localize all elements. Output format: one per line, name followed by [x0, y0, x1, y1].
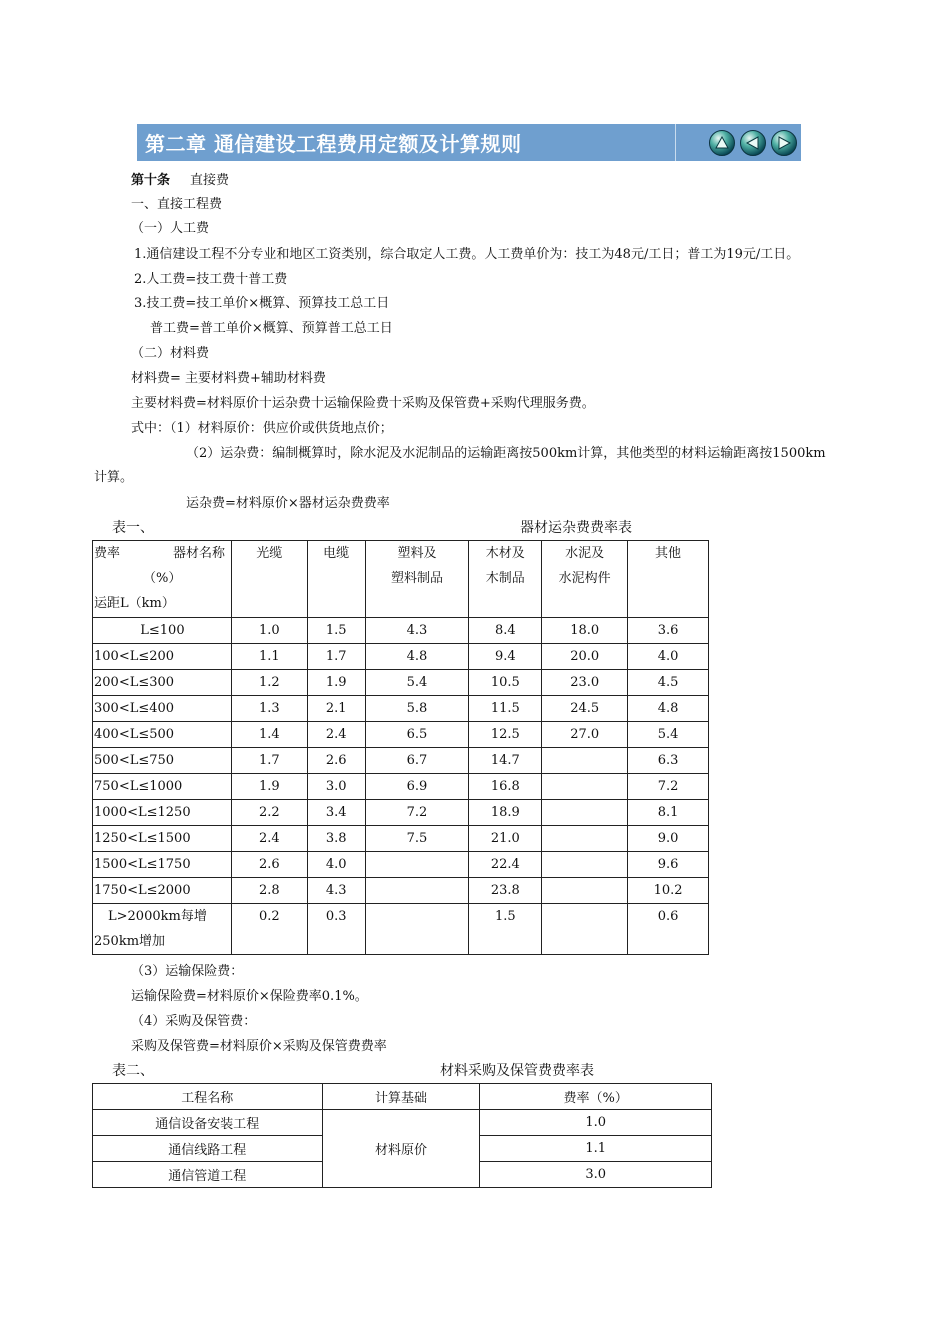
- rate-cell: 1.5: [469, 904, 542, 955]
- corner-distance-label: 运距L（km）: [94, 596, 175, 611]
- labor-para-3: 3.技工费=技工单价×概算、预算技工总工日: [134, 296, 390, 311]
- rate-cell: 5.4: [365, 670, 469, 696]
- rate-cell: 6.9: [365, 774, 469, 800]
- table-header-row: [93, 541, 709, 618]
- procurement-rate-table: [92, 1083, 712, 1188]
- table-row-increment: [93, 904, 709, 955]
- rate-cell: 1.9: [231, 774, 307, 800]
- increment-line2: 250km增加: [94, 934, 166, 949]
- distance-cell: 400<L≤500: [93, 722, 232, 748]
- rate-cell: 9.0: [628, 826, 709, 852]
- rate-cell: 4.3: [365, 618, 469, 644]
- distance-cell: [93, 904, 232, 955]
- rate-cell: 12.5: [469, 722, 542, 748]
- table-row: [93, 826, 709, 852]
- distance-cell: 300<L≤400: [93, 696, 232, 722]
- table1-title: 器材运杂费费率表: [520, 520, 632, 536]
- basis-cell: 材料原价: [322, 1110, 480, 1188]
- rate-cell: 1.9: [307, 670, 365, 696]
- rate-cell: [365, 878, 469, 904]
- rate-cell: 4.3: [307, 878, 365, 904]
- table1-label: 表一、: [112, 520, 154, 536]
- corner-percent-label: （%）: [143, 571, 182, 586]
- rate-cell: 1.4: [231, 722, 307, 748]
- rate-cell: 1.0: [231, 618, 307, 644]
- table-row: [93, 800, 709, 826]
- table-row: [93, 852, 709, 878]
- rate-cell: 4.8: [365, 644, 469, 670]
- column-header: [542, 541, 628, 618]
- material-formula: 材料费= 主要材料费+辅助材料费: [131, 371, 326, 386]
- rate-cell: [542, 748, 628, 774]
- formula-note-2-cont: 计算。: [94, 470, 134, 485]
- formula-note-1: 式中：（1）材料原价：供应价或供货地点价；: [131, 421, 393, 436]
- column-header: [365, 541, 469, 618]
- project-name-cell: 通信管道工程: [93, 1162, 323, 1188]
- rate-cell: 21.0: [469, 826, 542, 852]
- rate-cell: 6.3: [628, 748, 709, 774]
- banner-divider: [675, 124, 676, 161]
- rate-cell: 2.6: [231, 852, 307, 878]
- rate-cell: 8.4: [469, 618, 542, 644]
- rate-cell: 9.6: [628, 852, 709, 878]
- rate-cell: 23.0: [542, 670, 628, 696]
- column-header: [628, 541, 709, 618]
- distance-cell: 1250<L≤1500: [93, 826, 232, 852]
- rate-cell: 18.9: [469, 800, 542, 826]
- column-header-line1: 其他: [655, 546, 682, 561]
- rate-cell: 16.8: [469, 774, 542, 800]
- rate-cell: [365, 904, 469, 955]
- distance-cell: L≤100: [93, 618, 232, 644]
- column-header-line1: 木材及: [485, 546, 525, 561]
- rate-cell: 2.2: [231, 800, 307, 826]
- freight-formula: 运杂费=材料原价×器材运杂费费率: [186, 496, 390, 511]
- rate-cell: 1.1: [480, 1136, 712, 1162]
- rate-cell: 14.7: [469, 748, 542, 774]
- labor-para-1: 1.通信建设工程不分专业和地区工资类别，综合取定人工费。人工费单价为：技工为48元/工日；普工为19元/工日。: [134, 247, 800, 262]
- rate-cell: [365, 852, 469, 878]
- column-header-line2: 水泥构件: [558, 571, 611, 586]
- up-icon[interactable]: [709, 130, 735, 156]
- corner-material-label: 器材名称: [173, 546, 226, 561]
- distance-cell: 1000<L≤1250: [93, 800, 232, 826]
- rate-cell: 11.5: [469, 696, 542, 722]
- back-icon[interactable]: [740, 130, 766, 156]
- distance-cell: 500<L≤750: [93, 748, 232, 774]
- rate-cell: 1.3: [231, 696, 307, 722]
- distance-cell: 100<L≤200: [93, 644, 232, 670]
- table-row: [93, 878, 709, 904]
- project-name-cell: 通信线路工程: [93, 1136, 323, 1162]
- column-header-line1: 电缆: [323, 546, 350, 561]
- column-header: [307, 541, 365, 618]
- procurement-formula: 采购及保管费=材料原价×采购及保管费费率: [131, 1039, 387, 1054]
- rate-cell: 1.7: [307, 644, 365, 670]
- rate-cell: 0.3: [307, 904, 365, 955]
- rate-cell: [542, 774, 628, 800]
- section-direct-cost: 一、直接工程费: [131, 197, 223, 212]
- subsection-labor: （一）人工费: [131, 221, 210, 236]
- distance-cell: 200<L≤300: [93, 670, 232, 696]
- article-number: 第十条: [131, 173, 171, 188]
- rate-cell: 5.4: [628, 722, 709, 748]
- project-name-cell: 通信设备安装工程: [93, 1110, 323, 1136]
- nav-buttons: [709, 130, 797, 156]
- freight-rate-table: [92, 540, 709, 955]
- rate-cell: 9.4: [469, 644, 542, 670]
- rate-cell: 1.7: [231, 748, 307, 774]
- rate-cell: 10.2: [628, 878, 709, 904]
- rate-cell: [542, 852, 628, 878]
- rate-cell: 2.4: [307, 722, 365, 748]
- rate-cell: 2.1: [307, 696, 365, 722]
- procurement-heading: （4）采购及保管费：: [131, 1014, 257, 1029]
- labor-para-2: 2.人工费=技工费十普工费: [134, 272, 288, 287]
- rate-cell: 3.0: [307, 774, 365, 800]
- table-row: [93, 748, 709, 774]
- chapter-title: 第二章 通信建设工程费用定额及计算规则: [145, 132, 522, 156]
- rate-cell: 2.6: [307, 748, 365, 774]
- column-header-line1: 塑料及: [397, 546, 437, 561]
- column-header: 费率（%）: [480, 1084, 712, 1110]
- rate-cell: 1.2: [231, 670, 307, 696]
- column-header: 工程名称: [93, 1084, 323, 1110]
- rate-cell: 23.8: [469, 878, 542, 904]
- rate-cell: 18.0: [542, 618, 628, 644]
- table-corner-cell: [93, 541, 232, 618]
- rate-cell: 7.2: [365, 800, 469, 826]
- column-header-line1: 水泥及: [565, 546, 605, 561]
- forward-icon[interactable]: [771, 130, 797, 156]
- chapter-banner: [137, 124, 801, 161]
- rate-cell: 6.7: [365, 748, 469, 774]
- rate-cell: 1.0: [480, 1110, 712, 1136]
- rate-cell: 22.4: [469, 852, 542, 878]
- table-row: [93, 618, 709, 644]
- column-header-line2: 木制品: [485, 571, 525, 586]
- rate-cell: 3.6: [628, 618, 709, 644]
- article-title: 直接费: [190, 173, 230, 188]
- rate-cell: [542, 800, 628, 826]
- table-row: [93, 670, 709, 696]
- column-header: [469, 541, 542, 618]
- rate-cell: 4.8: [628, 696, 709, 722]
- rate-cell: 4.5: [628, 670, 709, 696]
- rate-cell: 10.5: [469, 670, 542, 696]
- table2-label: 表二、: [112, 1063, 154, 1079]
- rate-cell: 0.2: [231, 904, 307, 955]
- column-header: [231, 541, 307, 618]
- subsection-material: （二）材料费: [131, 346, 210, 361]
- rate-cell: 1.5: [307, 618, 365, 644]
- corner-rate-label: 费率: [94, 546, 121, 561]
- rate-cell: 4.0: [628, 644, 709, 670]
- insurance-formula: 运输保险费=材料原价×保险费率0.1%。: [131, 989, 368, 1004]
- table-row: [93, 644, 709, 670]
- rate-cell: 8.1: [628, 800, 709, 826]
- table-row: [93, 1110, 712, 1136]
- distance-cell: 1500<L≤1750: [93, 852, 232, 878]
- rate-cell: 7.5: [365, 826, 469, 852]
- rate-cell: 5.8: [365, 696, 469, 722]
- rate-cell: 27.0: [542, 722, 628, 748]
- column-header: 计算基础: [322, 1084, 480, 1110]
- rate-cell: 3.0: [480, 1162, 712, 1188]
- rate-cell: 2.4: [231, 826, 307, 852]
- rate-cell: [542, 878, 628, 904]
- table-row: [93, 722, 709, 748]
- table-row: [93, 774, 709, 800]
- main-material-formula: 主要材料费=材料原价十运杂费十运输保险费十采购及保管费+采购代理服务费。: [131, 396, 595, 411]
- rate-cell: 1.1: [231, 644, 307, 670]
- formula-note-2: （2）运杂费：编制概算时，除水泥及水泥制品的运输距离按500km计算，其他类型的材料运输距离按1500km: [186, 446, 826, 461]
- rate-cell: 7.2: [628, 774, 709, 800]
- table2-title: 材料采购及保管费费率表: [440, 1063, 594, 1079]
- insurance-heading: （3）运输保险费：: [131, 964, 244, 979]
- article-heading: [131, 173, 229, 189]
- rate-cell: [542, 826, 628, 852]
- rate-cell: 6.5: [365, 722, 469, 748]
- column-header-line2: 塑料制品: [390, 571, 443, 586]
- rate-cell: 20.0: [542, 644, 628, 670]
- column-header-line1: 光缆: [256, 546, 283, 561]
- rate-cell: 2.8: [231, 878, 307, 904]
- table-row: [93, 696, 709, 722]
- rate-cell: 24.5: [542, 696, 628, 722]
- distance-cell: 1750<L≤2000: [93, 878, 232, 904]
- increment-line1: L>2000km每增: [108, 909, 207, 924]
- table-header-row: [93, 1084, 712, 1110]
- rate-cell: 3.4: [307, 800, 365, 826]
- rate-cell: 0.6: [628, 904, 709, 955]
- rate-cell: 4.0: [307, 852, 365, 878]
- rate-cell: [542, 904, 628, 955]
- rate-cell: 3.8: [307, 826, 365, 852]
- distance-cell: 750<L≤1000: [93, 774, 232, 800]
- labor-para-4: 普工费=普工单价×概算、预算普工总工日: [150, 321, 393, 336]
